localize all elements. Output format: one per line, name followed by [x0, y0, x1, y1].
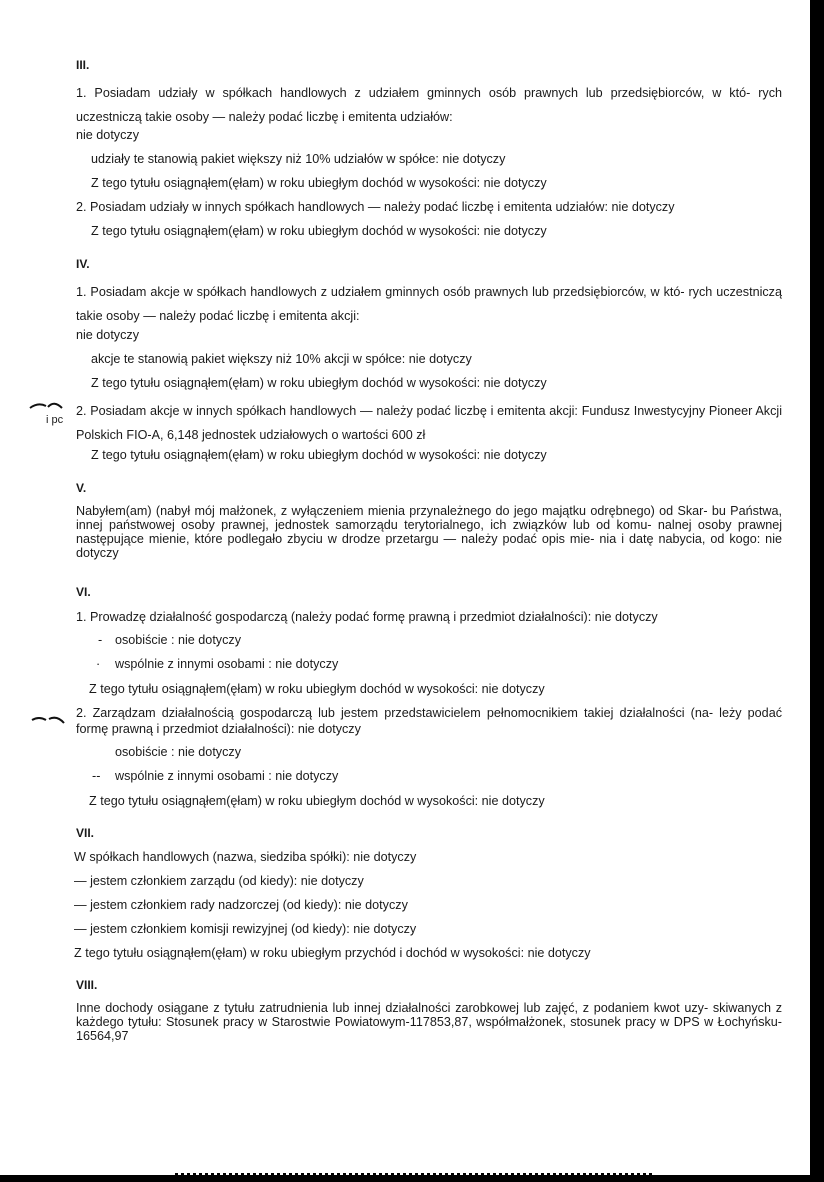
section-vi-p2-wspolnie: wspólnie z innymi osobami : nie dotyczy	[115, 769, 339, 783]
section-iv-p1-dochod: Z tego tytułu osiągnąłem(ęłam) w roku ubiegłym dochód w wysokości: nie dotyczy	[91, 376, 547, 390]
section-vi-paragraph-2: 2. Zarządzam działalnością gospodarczą lub jestem przedstawicielem pełnomocnikiem takiej działalności (na- leży podać formę prawną i przedmiot działalności): nie dotyczy	[76, 706, 782, 736]
section-iv-p1-pakiet: akcje te stanowią pakiet większy niż 10% akcji w spółce: nie dotyczy	[91, 352, 472, 366]
margin-note: i pc	[46, 414, 64, 426]
section-iii-paragraph-2: 2. Posiadam udziały w innych spółkach handlowych — należy podać liczbę i emitenta udziałów: nie dotyczy	[76, 200, 675, 214]
section-v-text: Nabyłem(am) (nabył mój małżonek, z wyłączeniem mienia przynależnego do jego majątku odrębnego) od Skar- bu Państwa, innej państwowej osoby prawnej, jednostek samorządu terytorialnego, ich związków lub od komu- nalnej osoby prawnej następujące mienie, które podlegało zbyciu w drodze przetargu — należy podać opis mie- nia i datę nabycia, od kogo: nie dotyczy	[76, 504, 782, 560]
section-iv-p1-value: nie dotyczy	[76, 328, 139, 342]
section-iv-heading: IV.	[76, 257, 90, 271]
section-viii-heading: VIII.	[76, 978, 98, 992]
section-vii-line-5: Z tego tytułu osiągnąłem(ęłam) w roku ubiegłym przychód i dochód w wysokości: nie dotyczy	[74, 946, 591, 960]
section-vii-heading: VII.	[76, 826, 95, 840]
bullet-dash: -	[98, 633, 103, 647]
section-vii-line-1: W spółkach handlowych (nazwa, siedziba spółki): nie dotyczy	[74, 850, 417, 864]
section-iii-paragraph-1: 1. Posiadam udziały w spółkach handlowych z udziałem gminnych osób prawnych lub przedsiębiorców, w któ- rych uczestniczą takie osoby — należy podać liczbę i emitenta udziałów:	[76, 86, 782, 124]
section-iv-p2-dochod: Z tego tytułu osiągnąłem(ęłam) w roku ubiegłym dochód w wysokości: nie dotyczy	[91, 448, 547, 462]
section-iv-paragraph-2: 2. Posiadam akcje w innych spółkach handlowych — należy podać liczbę i emitenta akcji: Fundusz Inwestycyjny Pioneer Akcji Polskich FIO-A, 6,148 jednostek udziałowych o wartości 600 zł	[76, 404, 782, 442]
section-iii-p2-dochod: Z tego tytułu osiągnąłem(ęłam) w roku ubiegłym dochód w wysokości: nie dotyczy	[91, 224, 547, 238]
handwritten-margin-mark-2	[30, 712, 70, 726]
section-vi-p1-wspolnie: wspólnie z innymi osobami : nie dotyczy	[115, 657, 339, 671]
bullet-double-dash: --	[92, 769, 101, 783]
bullet-dot: ·	[96, 657, 101, 671]
section-viii-text: Inne dochody osiągane z tytułu zatrudnienia lub innej działalności zarobkowej lub zajęć, z podaniem kwot uzy- skiwanych z każdego tytułu: Stosunek pracy w Starostwie Powiatowym-117853,87, współmałżonek, stosunek pracy w DPS w Łochyńsku-16564,97	[76, 1001, 782, 1043]
section-iii-heading: III.	[76, 58, 90, 72]
section-v-heading: V.	[76, 481, 87, 495]
section-iii-p1-pakiet: udziały te stanowią pakiet większy niż 10% udziałów w spółce: nie dotyczy	[91, 152, 506, 166]
section-vi-paragraph-1: 1. Prowadzę działalność gospodarczą (należy podać formę prawną i przedmiot działalności): nie dotyczy	[76, 610, 658, 624]
section-vii-line-3: — jestem członkiem rady nadzorczej (od kiedy): nie dotyczy	[74, 898, 408, 912]
section-iii-p1-value: nie dotyczy	[76, 128, 139, 142]
section-vi-heading: VI.	[76, 585, 91, 599]
section-vii-line-4: — jestem członkiem komisji rewizyjnej (od kiedy): nie dotyczy	[74, 922, 417, 936]
section-iii-p1-dochod: Z tego tytułu osiągnąłem(ęłam) w roku ubiegłym dochód w wysokości: nie dotyczy	[91, 176, 547, 190]
section-vi-p1-osobiscie: osobiście : nie dotyczy	[115, 633, 241, 647]
section-vi-p2-dochod: Z tego tytułu osiągnąłem(ęłam) w roku ubiegłym dochód w wysokości: nie dotyczy	[89, 794, 545, 808]
section-iv-paragraph-1: 1. Posiadam akcje w spółkach handlowych z udziałem gminnych osób prawnych lub przedsiębiorców, w któ- rych uczestniczą takie osoby — należy podać liczbę i emitenta akcji:	[76, 285, 782, 323]
section-vi-p2-osobiscie: osobiście : nie dotyczy	[115, 745, 241, 759]
handwritten-margin-mark-1	[28, 398, 68, 412]
scan-edge-bottom-dash	[175, 1173, 655, 1175]
section-vi-p1-dochod: Z tego tytułu osiągnąłem(ęłam) w roku ubiegłym dochód w wysokości: nie dotyczy	[89, 682, 545, 696]
scan-edge-right	[810, 0, 824, 1182]
scan-edge-bottom	[0, 1175, 824, 1182]
section-vii-line-2: — jestem członkiem zarządu (od kiedy): nie dotyczy	[74, 874, 364, 888]
